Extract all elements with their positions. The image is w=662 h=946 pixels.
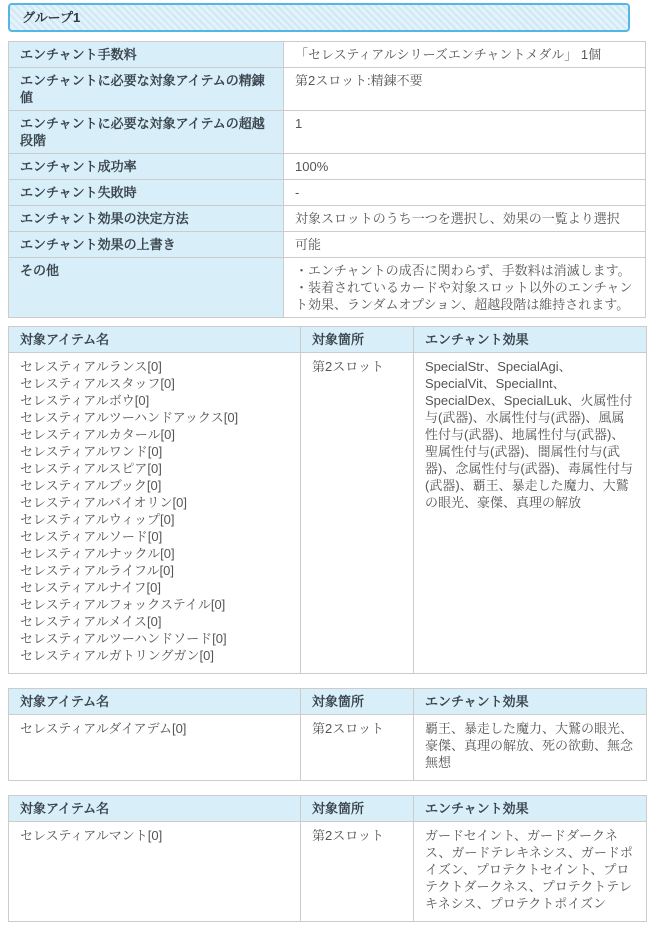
column-header-slot: 対象箇所 bbox=[301, 689, 414, 715]
column-header-item-name: 対象アイテム名 bbox=[9, 327, 301, 353]
list-line: ・エンチャントの成否に関わらず、手数料は消滅します。 bbox=[295, 263, 631, 278]
info-label: エンチャント効果の決定方法 bbox=[9, 206, 284, 232]
list-line: セレスティアルガトリングガン[0] bbox=[20, 648, 214, 663]
info-row-decision-method bbox=[9, 206, 646, 232]
target-items-table-manteau bbox=[8, 795, 647, 922]
column-header-effect: エンチャント効果 bbox=[414, 689, 647, 715]
list-line: セレスティアルスピア[0] bbox=[20, 461, 162, 476]
list-line: セレスティアルナイフ[0] bbox=[20, 580, 161, 595]
list-line: セレスティアルライフル[0] bbox=[20, 563, 174, 578]
list-line: セレスティアルバイオリン[0] bbox=[20, 495, 187, 510]
slot-value: 第2スロット bbox=[301, 715, 414, 781]
list-line: セレスティアルワンド[0] bbox=[20, 444, 163, 459]
target-items-table-weapons bbox=[8, 326, 647, 674]
table-header-row bbox=[9, 689, 647, 715]
item-name-list bbox=[9, 353, 301, 674]
info-value bbox=[284, 258, 646, 318]
item-name-list bbox=[9, 715, 301, 781]
info-row-transcend bbox=[9, 111, 646, 154]
column-header-slot: 対象箇所 bbox=[301, 796, 414, 822]
info-label: エンチャントに必要な対象アイテムの精錬値 bbox=[9, 68, 284, 111]
info-value: 1 bbox=[284, 111, 646, 154]
list-line: セレスティアルスタッフ[0] bbox=[20, 376, 175, 391]
info-row-refine bbox=[9, 68, 646, 111]
list-line: セレスティアルウィップ[0] bbox=[20, 512, 175, 527]
list-line: セレスティアルツーハンドソード[0] bbox=[20, 631, 227, 646]
list-line: セレスティアルカタール[0] bbox=[20, 427, 175, 442]
group-heading bbox=[8, 3, 630, 32]
info-value: - bbox=[284, 180, 646, 206]
list-line: セレスティアルダイアデム[0] bbox=[20, 721, 187, 736]
info-value: 「セレスティアルシリーズエンチャントメダル」 1個 bbox=[284, 42, 646, 68]
list-line: セレスティアルツーハンドアックス[0] bbox=[20, 410, 239, 425]
info-label: エンチャント効果の上書き bbox=[9, 232, 284, 258]
column-header-item-name: 対象アイテム名 bbox=[9, 796, 301, 822]
effect-list: 覇王、暴走した魔力、大鷲の眼光、豪傑、真理の解放、死の欲動、無念無想 bbox=[414, 715, 647, 781]
table-row bbox=[9, 353, 647, 674]
table-row bbox=[9, 715, 647, 781]
list-line: セレスティアルブック[0] bbox=[20, 478, 162, 493]
group-heading-label: グループ1 bbox=[22, 10, 81, 25]
info-row-success-rate bbox=[9, 154, 646, 180]
list-line: セレスティアルメイス[0] bbox=[20, 614, 162, 629]
info-label: エンチャント手数料 bbox=[9, 42, 284, 68]
info-value: 対象スロットのうち一つを選択し、効果の一覧より選択 bbox=[284, 206, 646, 232]
table-header-row bbox=[9, 796, 647, 822]
table-header-row bbox=[9, 327, 647, 353]
list-line: セレスティアルフォックステイル[0] bbox=[20, 597, 226, 612]
column-header-slot: 対象箇所 bbox=[301, 327, 414, 353]
info-row-overwrite bbox=[9, 232, 646, 258]
enchant-info-table bbox=[8, 41, 646, 318]
slot-value: 第2スロット bbox=[301, 822, 414, 922]
effect-list: ガードセイント、ガードダークネス、ガードテレキネシス、ガードポイズン、プロテクトセイント、プロテクトダークネス、プロテクトテレキネシス、プロテクトポイズン bbox=[414, 822, 647, 922]
effect-list: SpecialStr、SpecialAgi、SpecialVit、SpecialInt、SpecialDex、SpecialLuk、火属性付与(武器)、水属性付与(武器)、風属性付与(武器)、地属性付与(武器)、聖属性付与(武器)、闇属性付与(武器)、念属性付与(武器)、毒属性付与(武器)、覇王、暴走した魔力、大鷲の眼光、豪傑、真理の解放 bbox=[414, 353, 647, 674]
info-row-fee bbox=[9, 42, 646, 68]
info-row-other bbox=[9, 258, 646, 318]
list-line: ・装着されているカードや対象スロット以外のエンチャント効果、ランダムオプション、超越段階は維持されます。 bbox=[295, 280, 633, 312]
list-line: セレスティアルマント[0] bbox=[20, 828, 163, 843]
column-header-effect: エンチャント効果 bbox=[414, 796, 647, 822]
info-label: エンチャント失敗時 bbox=[9, 180, 284, 206]
info-label: エンチャントに必要な対象アイテムの超越段階 bbox=[9, 111, 284, 154]
list-line: セレスティアルソード[0] bbox=[20, 529, 163, 544]
item-name-list bbox=[9, 822, 301, 922]
slot-value: 第2スロット bbox=[301, 353, 414, 674]
list-line: セレスティアルナックル[0] bbox=[20, 546, 175, 561]
list-line: セレスティアルランス[0] bbox=[20, 359, 162, 374]
column-header-item-name: 対象アイテム名 bbox=[9, 689, 301, 715]
table-row bbox=[9, 822, 647, 922]
info-label: その他 bbox=[9, 258, 284, 318]
info-row-failure bbox=[9, 180, 646, 206]
list-line: セレスティアルボウ[0] bbox=[20, 393, 150, 408]
column-header-effect: エンチャント効果 bbox=[414, 327, 647, 353]
target-items-table-diadem bbox=[8, 688, 647, 781]
info-label: エンチャント成功率 bbox=[9, 154, 284, 180]
info-value: 第2スロット:精錬不要 bbox=[284, 68, 646, 111]
info-value: 100% bbox=[284, 154, 646, 180]
info-value: 可能 bbox=[284, 232, 646, 258]
